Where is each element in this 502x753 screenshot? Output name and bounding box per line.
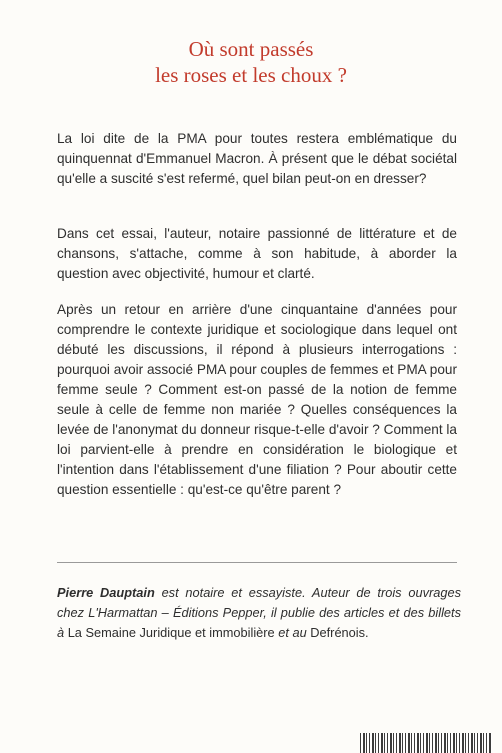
author-name: Pierre Dauptain — [57, 585, 155, 600]
barcode — [360, 733, 492, 753]
author-bio-end: . — [365, 625, 369, 640]
author-bio — [57, 583, 461, 643]
author-bio-text-1: est notaire et essayiste. Auteur de trois ouvrages chez L'Harmattan – Éditions Pepper, il publie des articles et des billets à — [57, 585, 461, 640]
book-title-line-1: Où sont passés — [188, 37, 314, 61]
summary-paragraph-1: La loi dite de la PMA pour toutes restera emblématique du quinquennat d'Emmanuel Macron. À présent que le débat sociétal qu'elle a suscité s'est refermé, quel bilan peut-on en dresser? — [57, 131, 457, 186]
journal-name-1: La Semaine Juridique et immobilière — [67, 625, 275, 640]
book-title-line-2: les roses et les choux ? — [155, 63, 347, 87]
author-bio-text-2: et au — [274, 625, 311, 640]
journal-name-2: Defrénois — [310, 625, 366, 640]
summary-paragraph-3: Après un retour en arrière d'une cinquantaine d'années pour comprendre le contexte juridique et sociologique dans lequel ont débuté les discussions, il répond à plusieurs interrogations : pourquoi avoir associé PMA pour couples de femmes et PMA pour femme seule ? Comment est-on passé de la notion de femme seule à celle de femme non mariée ? Quelles conséquences la levée de l'anonymat du donneur risque-t-elle d'avoir ? Comment la loi parvient-elle à prendre en considération le biologique et l'intention dans l'établissement d'une filiation ? Pour aboutir cette question essentielle : qu'est-ce qu'être parent ? — [57, 302, 457, 497]
divider-rule — [57, 562, 457, 563]
summary-paragraph-2: Dans cet essai, l'auteur, notaire passionné de littérature et de chansons, s'attache, comme à son habitude, à aborder la question avec objectivité, humour et clarté. — [57, 226, 457, 281]
